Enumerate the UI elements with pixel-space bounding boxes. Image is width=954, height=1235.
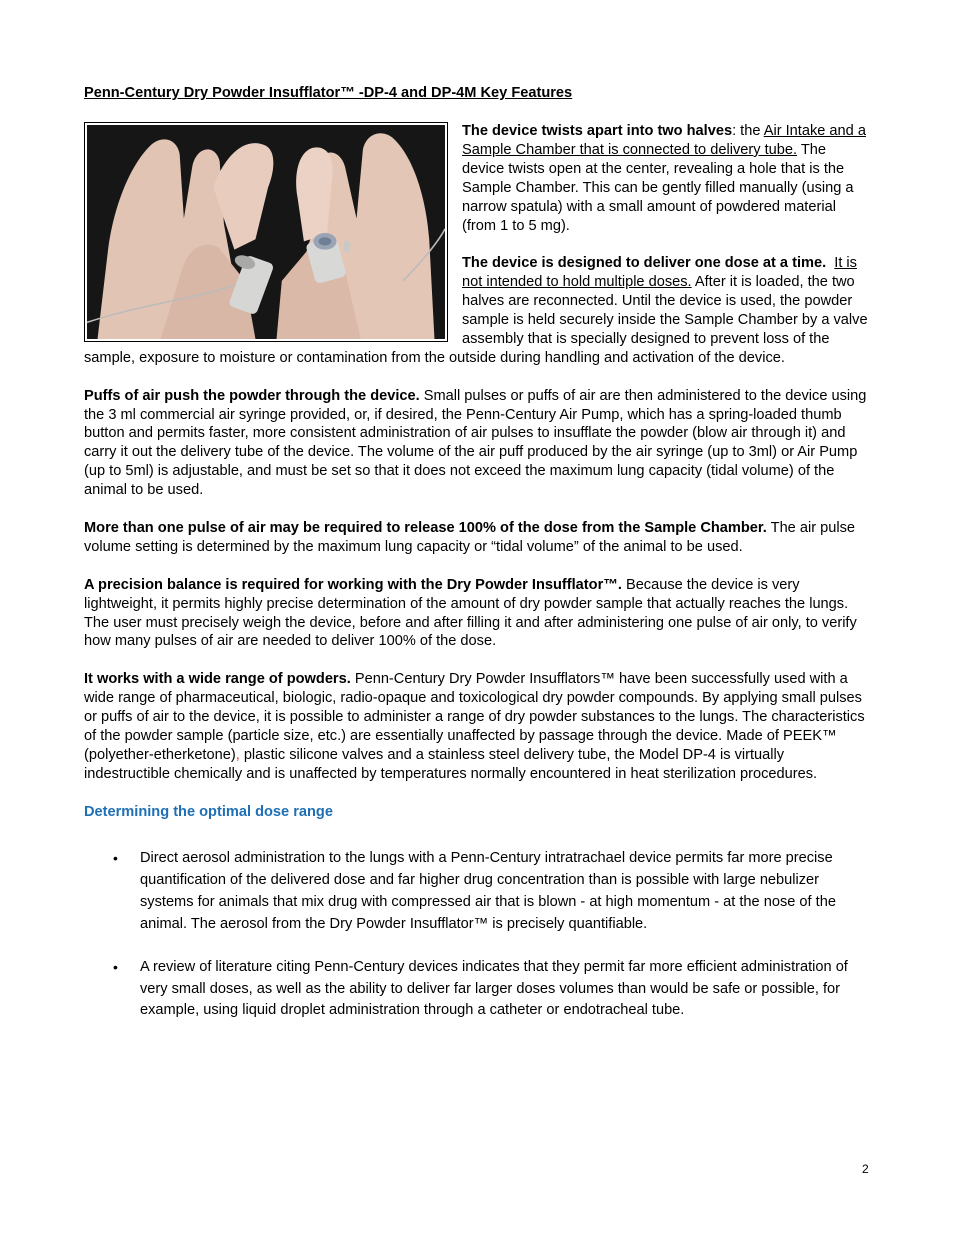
one-dose-lead: The device is designed to deliver one dose at a time.	[462, 255, 827, 272]
pulse-body: The air pulse volume setting is determined by the maximum lung capacity or “tidal volume” of the animal to be used.	[84, 519, 856, 555]
balance-body: Because the device is very lightweight, it permits highly precise determination of the amount of dry powder sample that actually reaches the lungs. The user must precisely weigh the device, before and after filling it and after administering one pulse of air only, to verify how many pulses of air are needed to deliver 100% of the dose.	[84, 576, 857, 650]
two-halves-body: The device twists open at the center, revealing a hole that is the Sample Chamber. This can be gently filled manually (using a narrow spatula) with a small amount of powdered material (from 1 to 5 mg).	[462, 141, 854, 234]
list-item-text: Direct aerosol administration to the lungs with a Penn-Century intratrachael device permits far more precise quantification of the delivered dose and far higher drug concentration than is possible with large nebulizer systems for animals that mix drug with compressed air that is blown - at high momentum - at the nose of the animal. The aerosol from the Dry Powder Insufflator™ is precisely quantifiable.	[140, 850, 836, 932]
pulse-lead: More than one pulse of air may be required to release 100% of the dose from the Sample Chamber.	[84, 519, 767, 536]
section-heading-dose-range: Determining the optimal dose range	[84, 803, 333, 820]
paragraph-more-than-one-pulse	[84, 519, 870, 557]
paragraph-puffs-of-air	[84, 387, 870, 500]
device-photo	[84, 122, 448, 342]
bullet-glyph: •	[113, 958, 118, 975]
paragraph-wide-range	[84, 670, 870, 783]
two-halves-lead: The device twists apart into two halves	[462, 123, 733, 139]
wide-range-body-a: Penn-Century Dry Powder Insufflators™ have been successfully used with a wide range of pharmaceutical, biologic, radio-opaque and toxicological dry powder compounds. By applying small pulses or puffs of air to the device, it is possible to administer a range of dry powder substances to the lungs. The characteristics of the powder sample (particle size, etc.) are essentially unaffected by passage through the device. Made of PEEK™ (polyether-etherketone)	[84, 671, 865, 763]
two-halves-underlined: Air Intake and a Sample Chamber that is connected to delivery tube.	[462, 123, 866, 158]
bullet-glyph: •	[113, 850, 118, 867]
list-item-text: A review of literature citing Penn-Century devices indicates that they permit far more efficient administration of very small doses, as well as the ability to deliver far larger doses volumes than would be safe or possible, for example, using liquid droplet administration through a catheter or endotracheal tube.	[140, 958, 848, 1019]
list-item	[113, 848, 870, 935]
paragraph-precision-balance	[84, 576, 870, 652]
list-item	[113, 957, 870, 1022]
one-dose-body: After it is loaded, the two halves are reconnected. Until the device is used, the powder sample is held securely inside the Sample Chamber by a valve assembly that is specially designed to prevent loss of the sample, exposure to moisture or contamination from the outside during handling and activation of the device.	[84, 274, 868, 366]
wide-range-red-comma: ,	[235, 746, 240, 763]
hands-holding-device-image	[87, 125, 445, 339]
puffs-lead: Puffs of air push the powder through the device.	[84, 387, 420, 404]
content-flow	[84, 122, 870, 1044]
one-dose-underlined: It is not intended to hold multiple doses.	[462, 255, 857, 291]
dose-range-list	[84, 848, 870, 1022]
wide-range-body-b: plastic silicone valves and a stainless steel delivery tube, the Model DP-4 is virtually indestructible chemically and is unaffected by temperatures normally encountered in heat sterilization procedures.	[84, 746, 818, 782]
puffs-body: Small pulses or puffs of air are then administered to the device using the 3 ml commercial air syringe provided, or, if desired, the Penn-Century Air Pump, which has a spring-loaded thumb button and permits faster, more consistent administration of air pulses to insufflate the powder (blow air through it) and carry it out the delivery tube of the device. The volume of the air puff produced by the air syringe (up to 3ml) or Air Pump (up to 5ml) is adjustable, and must be set so that it does not exceed the maximum lung capacity (tidal volume) of the animal to be used.	[84, 387, 867, 499]
wide-range-lead: It works with a wide range of powders.	[84, 671, 351, 688]
two-halves-separator: : the	[732, 123, 764, 139]
balance-lead: A precision balance is required for working with the Dry Powder Insufflator™.	[84, 576, 622, 593]
page-title: Penn-Century Dry Powder Insufflator™ -DP-4 and DP-4M Key Features	[84, 85, 573, 101]
page-number: 2	[862, 1162, 869, 1176]
